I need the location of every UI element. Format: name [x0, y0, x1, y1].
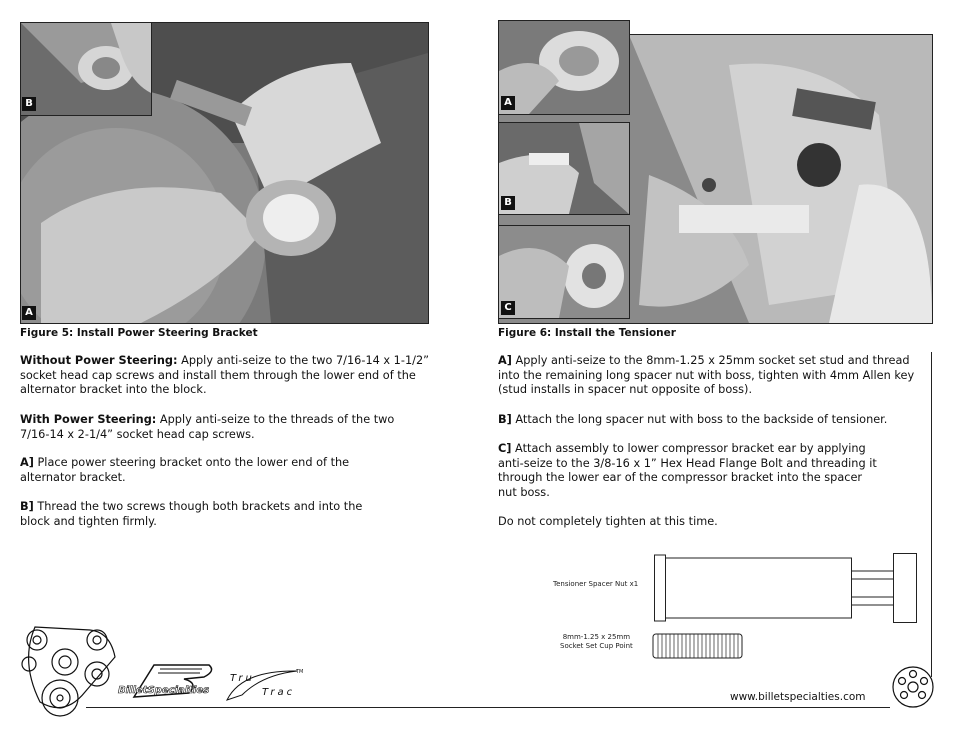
billet-specialties-logo — [114, 663, 219, 705]
set-stud-label-line1: 8mm-1.25 x 25mm — [562, 633, 631, 641]
para-lead: With Power Steering: — [20, 413, 157, 426]
figure5-tag-b: B — [22, 97, 36, 111]
figure5-caption: Figure 5: Install Power Steering Bracket — [20, 327, 258, 339]
para-text: Thread the two screws though both brackets and into the — [33, 500, 363, 513]
figure6-photo-inset-b — [498, 122, 630, 215]
figure6-tag-b: B — [501, 196, 515, 210]
para-lead: C] — [498, 442, 512, 455]
trac-text: Trac — [262, 687, 296, 698]
para-text: Apply anti-seize to the threads of the two — [156, 413, 395, 426]
para-text: through the lower ear of the compressor bracket into the spacer — [498, 471, 863, 484]
figure6-caption: Figure 6: Install the Tensioner — [498, 327, 676, 339]
para-text: Apply anti-seize to the 8mm-1.25 x 25mm socket set stud and thread — [511, 354, 910, 367]
figure6-photo-inset-a — [498, 20, 630, 115]
para-text: Attach assembly to lower compressor bracket ear by applying — [511, 442, 866, 455]
right-margin-rule — [931, 352, 932, 677]
para-lead: A] — [20, 456, 34, 469]
para-text: anti-seize to the 3/8-16 x 1” Hex Head Flange Bolt and threading it — [498, 456, 877, 470]
para-tensioner-step-a — [498, 354, 914, 398]
para-text: block and tighten firmly. — [20, 514, 157, 528]
set-stud-label — [560, 633, 633, 651]
para-lead: A] — [498, 354, 512, 367]
set-stud-drawing — [652, 632, 744, 660]
figure6-photo-inset-c — [498, 225, 630, 319]
tru-trac-logo — [222, 665, 307, 707]
set-stud-label-line2: Socket Set Cup Point — [560, 642, 633, 650]
figure5-tag-a: A — [22, 306, 36, 320]
figure6-tag-c: C — [501, 301, 515, 315]
para-text: Attach the long spacer nut with boss to the backside of tensioner. — [511, 413, 888, 426]
para-text: into the remaining long spacer nut with boss, tighten with 4mm Allen key — [498, 368, 915, 382]
figure6-tag-a: A — [501, 96, 515, 110]
para-text: alternator bracket into the block. — [20, 383, 207, 396]
spacer-nut-label: Tensioner Spacer Nut x1 — [553, 580, 639, 588]
pulley-diagram-icon — [15, 622, 127, 718]
para-step-a — [20, 456, 349, 485]
para-text: Apply anti-seize to the two 7/16-14 x 1-1/2” — [177, 354, 429, 367]
para-text: nut boss. — [498, 485, 550, 499]
para-text: (stud installs in spacer nut opposite of boss). — [498, 383, 753, 396]
para-text: Place power steering bracket onto the lower end of the — [33, 456, 350, 469]
para-without-power-steering — [20, 354, 429, 398]
footer-rule-left — [86, 707, 491, 708]
footer-rule-right — [460, 707, 890, 708]
para-lead: B] — [20, 500, 34, 513]
para-text: alternator bracket. — [20, 470, 126, 484]
para-tensioner-step-c — [498, 442, 877, 500]
para-with-power-steering — [20, 413, 394, 442]
website-url: www.billetspecialties.com — [730, 691, 866, 703]
para-lead: Without Power Steering: — [20, 354, 178, 367]
para-step-b — [20, 500, 362, 529]
para-text: Do not completely tighten at this time. — [498, 515, 718, 528]
para-text: 7/16-14 x 2-1/4” socket head cap screws. — [20, 427, 255, 441]
figure5-photo-inset — [20, 22, 152, 116]
trademark-mark: TM — [296, 669, 304, 675]
spacer-nut-drawing — [654, 553, 918, 623]
para-tensioner-step-b — [498, 413, 887, 428]
billet-logo-text: BilletSpecialties — [118, 685, 210, 696]
pulley-emblem-icon — [890, 664, 936, 710]
para-text: socket head cap screws and install them through the lower end of the — [20, 368, 416, 382]
para-tensioner-note — [498, 515, 718, 530]
tru-text: Tru — [230, 673, 255, 684]
para-lead: B] — [498, 413, 512, 426]
